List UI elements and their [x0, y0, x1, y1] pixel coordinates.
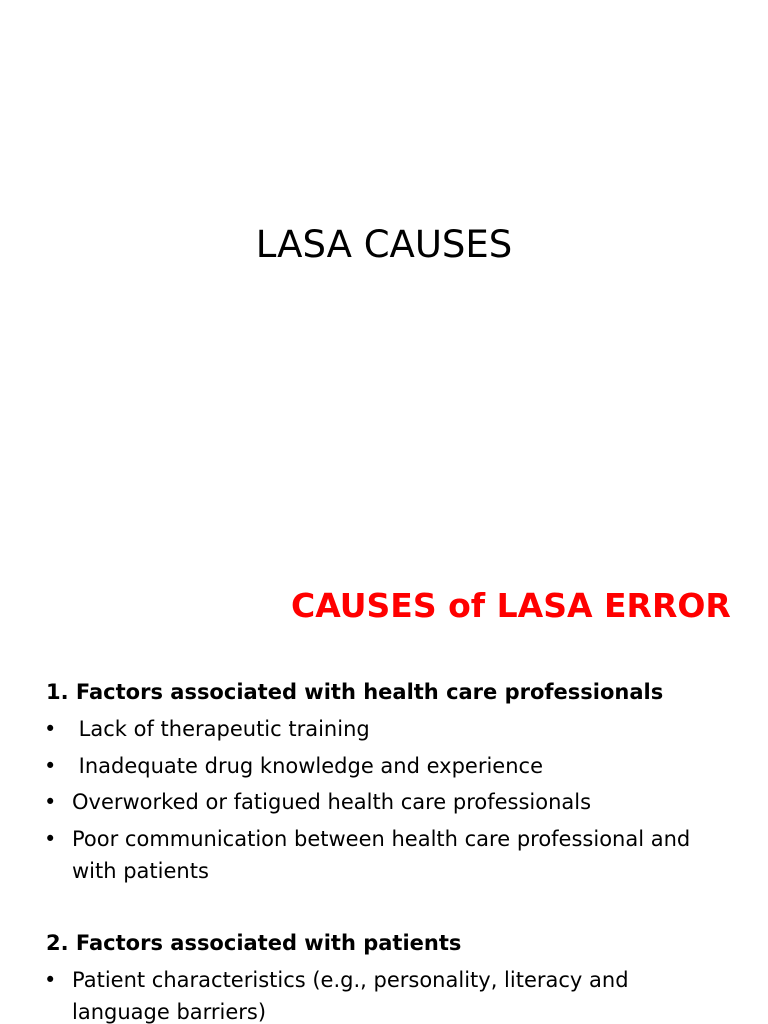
bullet-icon: • [44, 717, 57, 741]
list-item-text: Inadequate drug knowledge and experience [72, 754, 543, 778]
section-heading-patients: 2. Factors associated with patients [46, 931, 462, 955]
list-item-text: Lack of therapeutic training [72, 717, 370, 741]
bullet-icon: • [44, 968, 57, 992]
section-heading-professionals: 1. Factors associated with health care professionals [46, 680, 664, 704]
list-item [44, 713, 724, 745]
list-item [44, 786, 724, 818]
list-item [44, 964, 724, 1024]
bullet-icon: • [44, 754, 57, 778]
list-item-text: Overworked or fatigued health care professionals [72, 790, 592, 814]
list-item-text: Poor communication between health care professional and with patients [72, 827, 691, 883]
bullet-icon: • [44, 790, 57, 814]
list-item-text: Patient characteristics (e.g., personality, literacy and language barriers) [72, 968, 629, 1024]
section-title: CAUSES of LASA ERROR [291, 586, 731, 625]
list-item [44, 750, 724, 782]
slide-title: LASA CAUSES [255, 223, 513, 266]
bullet-icon: • [44, 827, 57, 851]
list-item [44, 823, 724, 887]
